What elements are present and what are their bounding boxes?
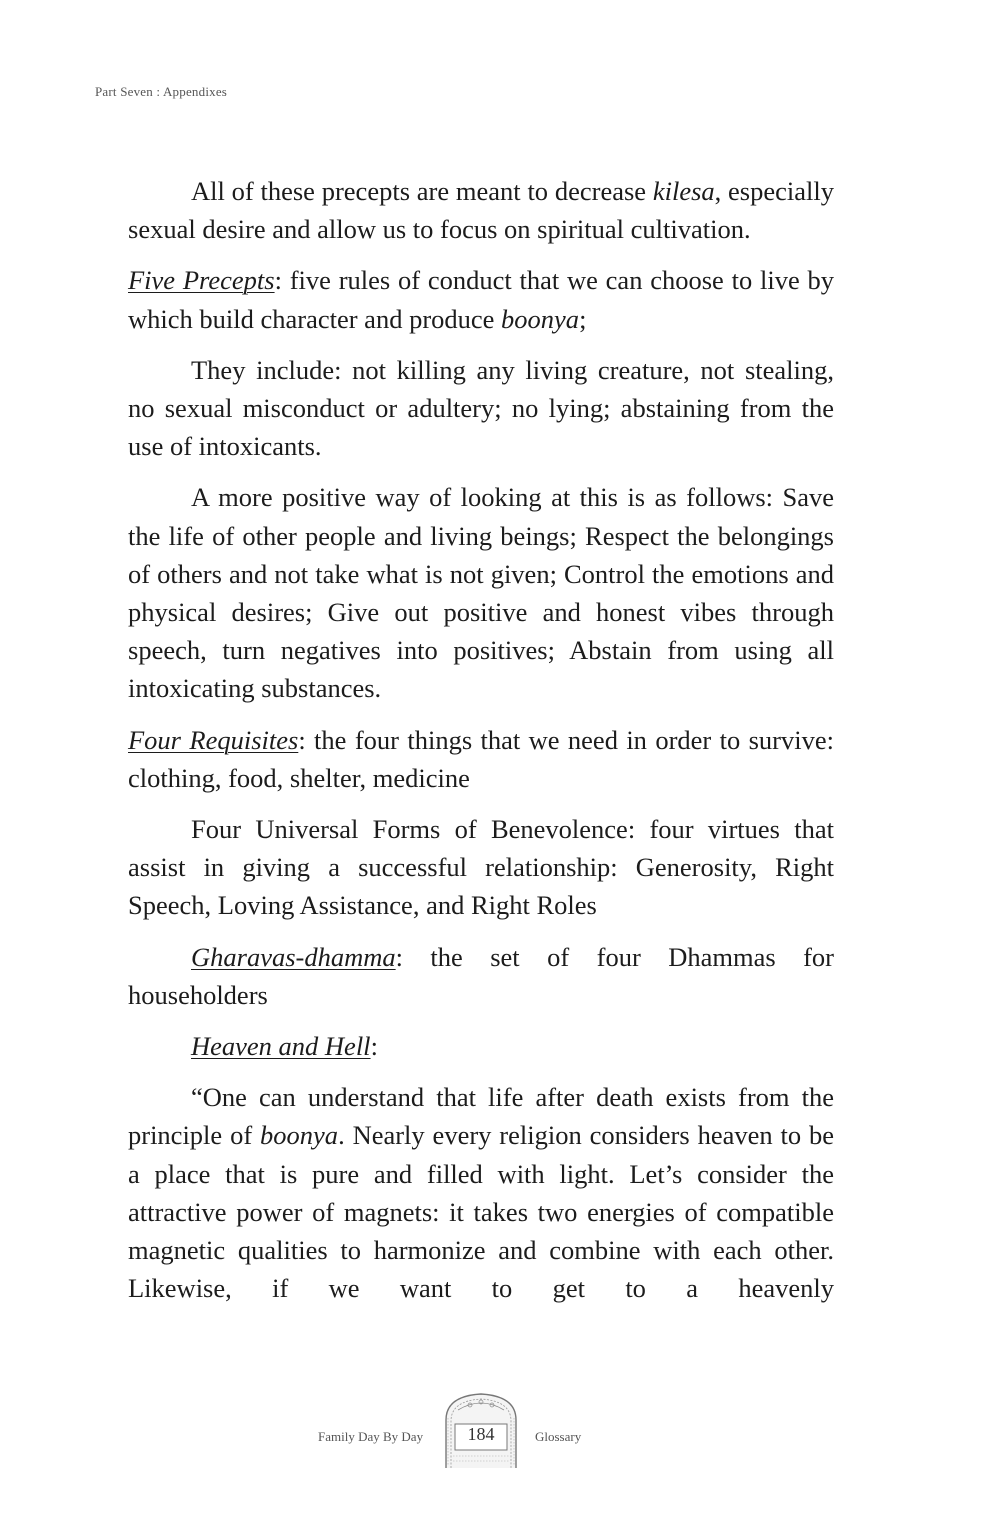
footer-book-title: Family Day By Day (318, 1429, 424, 1444)
entry-five-precepts: Five Precepts: five rules of conduct that we can choose to live by which build character and produce boonya; (128, 265, 834, 334)
term-gharavas-dhamma: Gharavas-dhamma (191, 941, 396, 972)
paragraph-positive-way: A more positive way of looking at this is as follows: Save the life of other people and living beings; Respect the belongings of others and not take what is not given; Control the emotions and physical desires; Give out positive and honest vibes through speech, turn negatives into positives; Abstain from using all intoxicating substances. (128, 482, 834, 704)
entry-gharavas-dhamma: Gharavas-dhamma: the set of four Dhammas for householders (128, 941, 834, 1010)
term-four-requisites: Four Requisites (128, 724, 299, 755)
running-header: Part Seven : Appendixes (95, 84, 228, 99)
paragraph-boonya-quote: “One can understand that life after death exists from the principle of boonya. Nearly every religion considers heaven to be a place that is pure and filled with light. Let’s consider the attractive power of magnets: it takes two energies of compatible magnetic qualities to harmonize and combine with each other. Likewise, if we want to get to a heavenly (128, 1082, 835, 1304)
paragraph-kilesa: All of these precepts are meant to decrease kilesa, especially sexual desire and allow us to focus on spiritual cultivation. (128, 176, 834, 245)
entry-benevolence: Four Universal Forms of Benevolence: four virtues that assist in giving a successful relationship: Generosity, Right Speech, Loving Assistance, and Right Roles (128, 814, 834, 921)
page-number: 184 (467, 1424, 495, 1444)
page-footer (0, 1390, 1000, 1470)
entry-heaven-and-hell: Heaven and Hell: (191, 1031, 378, 1062)
term-heaven-and-hell: Heaven and Hell (191, 1031, 371, 1062)
term-boonya: boonya (501, 303, 580, 334)
term-five-precepts: Five Precepts (128, 265, 275, 296)
term-kilesa: kilesa (652, 176, 715, 206)
footer-section-title: Glossary (535, 1429, 582, 1444)
entry-four-requisites: Four Requisites: the four things that we need in order to survive: clothing, food, shelter, medicine (128, 724, 834, 793)
paragraph-precepts-list: They include: not killing any living creature, not stealing, no sexual misconduct or adultery; no lying; abstaining from the use of intoxicants. (128, 354, 834, 462)
term-boonya: boonya (260, 1120, 339, 1151)
page-body (128, 172, 834, 1320)
